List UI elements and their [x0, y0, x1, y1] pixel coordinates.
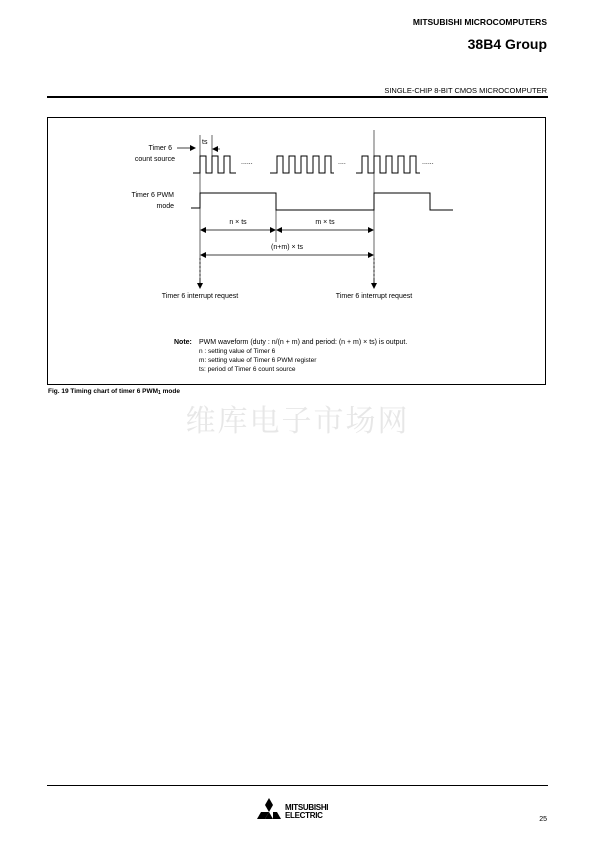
note-line-4: ts: period of Timer 6 count source	[199, 366, 296, 373]
logo-wordmark	[285, 804, 328, 820]
count-pulses-1	[193, 156, 236, 173]
header-brand: MITSUBISHI MICROCOMPUTERS	[412, 17, 547, 27]
note-line-1: PWM waveform (duty : n/(n + m) and period: (n + m) × ts) is output.	[199, 339, 408, 346]
logo-text-line-1: MITSUBISHI	[285, 803, 329, 812]
figure-caption	[48, 388, 180, 395]
header-rule	[47, 96, 548, 98]
note-label: Note:	[174, 339, 192, 346]
mitsubishi-logo-icon	[255, 798, 283, 824]
count-pulses-2	[270, 156, 334, 173]
m-ts-label: m × ts	[315, 219, 335, 226]
caption-suffix: mode	[160, 388, 180, 395]
interrupt-label-right: Timer 6 interrupt request	[335, 293, 413, 300]
page-number: 25	[539, 816, 547, 823]
pwm-label-2: mode	[156, 203, 174, 210]
ts-label: ts	[202, 139, 208, 146]
pwm-waveform	[191, 193, 453, 210]
nm-ts-label: (n+m) × ts	[271, 244, 303, 251]
caption-subscript: 1	[158, 390, 161, 396]
n-ts-label: n × ts	[229, 219, 247, 226]
dots-2: ....	[338, 159, 346, 166]
watermark-text: 维库电子市场网	[185, 404, 410, 439]
footer-rule	[47, 785, 548, 786]
count-source-label-2: count source	[134, 156, 175, 163]
count-source-label-1: Timer 6	[148, 145, 172, 152]
header-group-title: 38B4 Group	[467, 36, 547, 52]
note-line-3: m: setting value of Timer 6 PWM register	[199, 357, 317, 364]
timing-diagram	[48, 118, 547, 386]
interrupt-label-left: Timer 6 interrupt request	[161, 293, 239, 300]
count-pulses-3	[356, 156, 420, 173]
logo-text-line-2: ELECTRIC	[285, 811, 323, 820]
caption-prefix: Fig. 19 Timing chart of timer 6 PWM	[48, 388, 159, 395]
figure-box	[47, 117, 546, 385]
dots-1: ......	[241, 159, 253, 166]
note-line-2: n : setting value of Timer 6	[199, 348, 276, 355]
pwm-label-1: Timer 6 PWM	[131, 192, 174, 199]
dots-3: ......	[422, 159, 434, 166]
header-subtitle: SINGLE-CHIP 8-BIT CMOS MICROCOMPUTER	[384, 86, 547, 95]
